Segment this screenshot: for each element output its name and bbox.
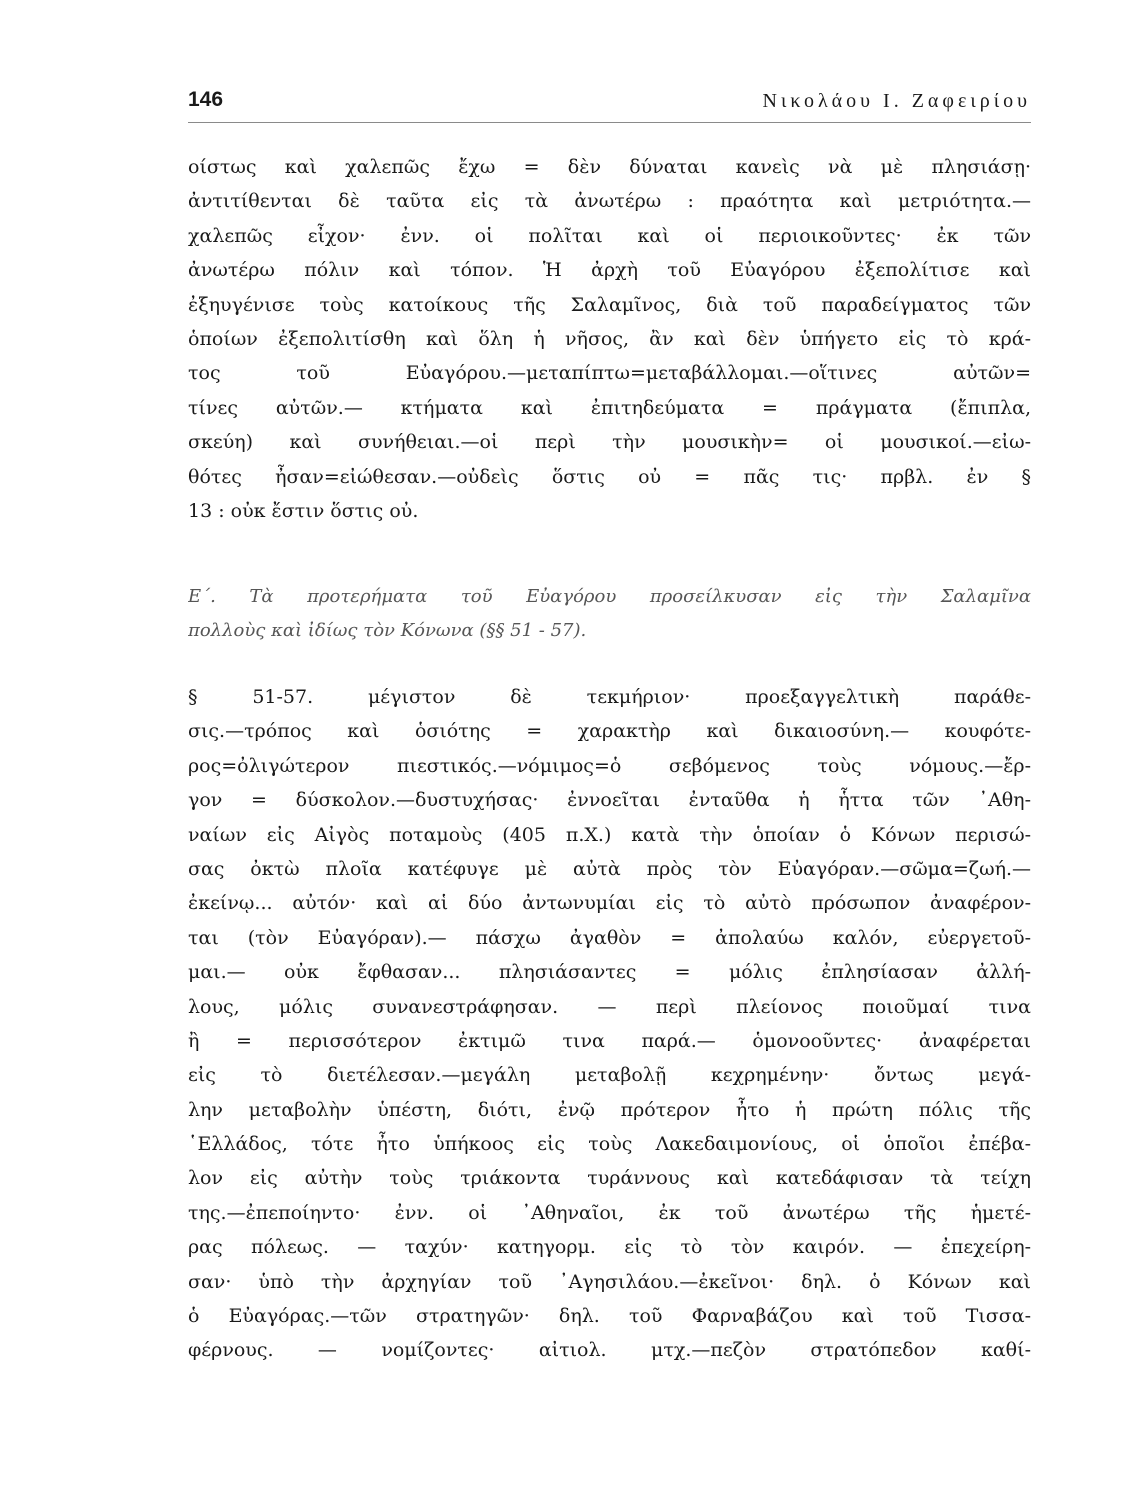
section-heading [188,580,1031,649]
text-line: § 51-57. μέγιστον δὲ τεκμήριον· προεξαγγελτικὴ παράθε- [188,686,1031,708]
text-line: φέρνους. — νομίζοντες· αἰτιολ. μτχ.—πεζὸν στρατόπεδον καθί- [188,1339,1031,1362]
text-line: ῾Ελλάδος, τότε ἦτο ὑπήκοος εἰς τοὺς Λακεδαιμονίους, οἱ ὁποῖοι ἐπέβα- [188,1133,1031,1156]
text-line: μαι.— οὐκ ἔφθασαν... πλησιάσαντες = μόλις ἐπλησίασαν ἀλλή- [188,961,1031,984]
text-line: λην μεταβολὴν ὑπέστη, διότι, ἐνῷ πρότερον ἦτο ἡ πρώτη πόλις τῆς [188,1098,1031,1121]
text-line: ται (τὸν Εὐαγόραν).— πάσχω ἀγαθὸν = ἀπολαύω καλόν, εὐεργετοῦ- [188,926,1031,949]
running-title: Νικολάου Ι. Ζαφειρίου [762,90,1031,112]
text-line: της.—ἐπεποίηντο· ἐνν. οἱ ᾿Αθηναῖοι, ἐκ τοῦ ἀνωτέρω τῆς ἡμετέ- [188,1201,1031,1224]
text-line: ἀντιτίθενται δὲ ταῦτα εἰς τὰ ἀνωτέρω : πραότητα καὶ μετριότητα.— [188,190,1031,213]
text-line: γον = δύσκολον.—δυστυχήσας· ἐννοεῖται ἐνταῦθα ἡ ἧττα τῶν ᾿Αθη- [188,789,1031,812]
text-line: ἢ = περισσότερον ἐκτιμῶ τινα παρά.— ὁμονοοῦντες· ἀναφέρεται [188,1029,1031,1052]
text-line: ὁποίων ἐξεπολιτίσθη καὶ ὅλη ἡ νῆσος, ἂν καὶ δὲν ὑπήγετο εἰς τὸ κρά- [188,327,1031,350]
commentary-paragraph-1 [188,150,1031,528]
text-line: λους, μόλις συνανεστράφησαν. — περὶ πλείονος ποιοῦμαί τινα [188,995,1031,1018]
text-line: ὁ Εὐαγόρας.—τῶν στρατηγῶν· δηλ. τοῦ Φαρναβάζου καὶ τοῦ Τισσα- [188,1305,1031,1328]
heading-line: πολλοὺς καὶ ἰδίως τὸν Κόνωνα (§§ 51 - 57). [188,620,587,642]
text-line: σαν· ὑπὸ τὴν ἀρχηγίαν τοῦ ᾿Αγησιλάου.—ἐκεῖνοι· δηλ. ὁ Κόνων καὶ [188,1270,1031,1293]
text-line: οίστως καὶ χαλεπῶς ἔχω = δὲν δύναται κανεὶς νὰ μὲ πλησιάσῃ· [188,156,1031,178]
text-line: σας ὀκτὼ πλοῖα κατέφυγε μὲ αὐτὰ πρὸς τὸν Εὐαγόραν.—σῶμα=ζωή.— [188,857,1031,880]
text-line: τος τοῦ Εὐαγόρου.—μεταπίπτω=μεταβάλλομαι.—οἵτινες αὐτῶν= [188,362,1031,385]
text-line: ναίων εἰς Αἰγὸς ποταμοὺς (405 π.Χ.) κατὰ τὴν ὁποίαν ὁ Κόνων περισώ- [188,823,1031,846]
text-line: τίνες αὐτῶν.— κτήματα καὶ ἐπιτηδεύματα = πράγματα (ἔπιπλα, [188,396,1031,419]
running-header [188,88,1031,123]
text-line: ρος=ὀλιγώτερον πιεστικός.—νόμιμος=ὁ σεβόμενος τοὺς νόμους.—ἔρ- [188,754,1031,777]
text-line: λον εἰς αὐτὴν τοὺς τριάκοντα τυράννους καὶ κατεδάφισαν τὰ τείχη [188,1167,1031,1190]
text-line: 13 : οὐκ ἔστιν ὅστις οὐ. [188,499,419,522]
page-number: 146 [188,88,224,111]
text-line: ἐξηυγένισε τοὺς κατοίκους τῆς Σαλαμῖνος, διὰ τοῦ παραδείγματος τῶν [188,293,1031,316]
text-line: σις.—τρόπος καὶ ὁσιότης = χαρακτὴρ καὶ δικαιοσύνη.— κουφότε- [188,720,1031,743]
text-line: ρας πόλεως. — ταχύν· κατηγορμ. εἰς τὸ τὸν καιρόν. — ἐπεχείρη- [188,1236,1031,1259]
text-line: σκεύη) καὶ συνήθειαι.—οἱ περὶ τὴν μουσικὴν= οἱ μουσικοί.—εἰω- [188,431,1031,454]
text-line: ἐκείνῳ... αὐτόν· καὶ αἱ δύο ἀντωνυμίαι εἰς τὸ αὐτὸ πρόσωπον ἀναφέρον- [188,892,1031,915]
text-line: χαλεπῶς εἶχον· ἐνν. οἱ πολῖται καὶ οἱ περιοικοῦντες· ἐκ τῶν [188,224,1031,247]
commentary-paragraph-2 [188,680,1031,1368]
text-line: θότες ἦσαν=εἰώθεσαν.—οὐδεὶς ὅστις οὐ = πᾶς τις· πρβλ. ἐν § [188,465,1031,488]
text-line: ἀνωτέρω πόλιν καὶ τόπον. Ἡ ἀρχὴ τοῦ Εὐαγόρου ἐξεπολίτισε καὶ [188,259,1031,282]
text-line: εἰς τὸ διετέλεσαν.—μεγάλη μεταβολῇ κεχρημένην· ὄντως μεγά- [188,1064,1031,1087]
heading-line: Ε΄. Τὰ προτερήματα τοῦ Εὐαγόρου προσείλκυσαν εἰς τὴν Σαλαμῖνα [188,586,1031,607]
